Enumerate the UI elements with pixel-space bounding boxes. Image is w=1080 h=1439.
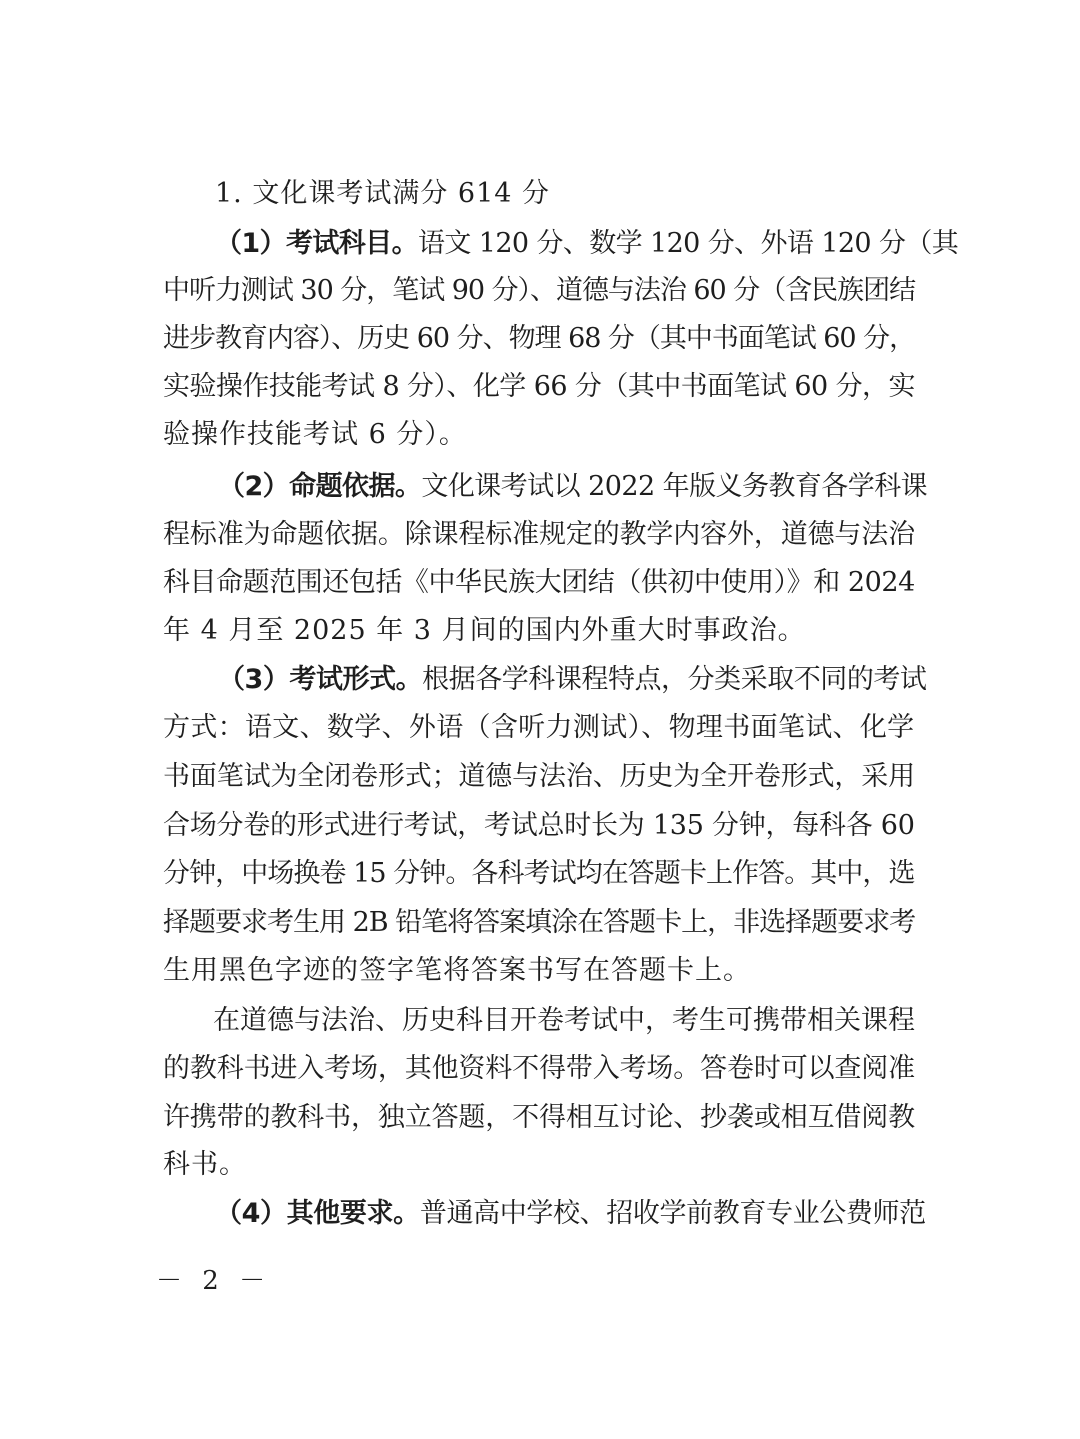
- paragraph-3-line-7: 生用黑色字迹的签字笔将答案书写在答题卡上。: [163, 955, 751, 986]
- paragraph-2-first-line: [218, 470, 928, 504]
- paragraph-3-line-3: 书面笔试为全闭卷形式；道德与法治、历史为全开卷形式，采用: [163, 761, 915, 792]
- paragraph-3-line-4: 合场分卷的形式进行考试，考试总时长为 135 分钟，每科各 60: [163, 810, 915, 841]
- paragraph-4-line-2: 的教科书进入考场，其他资料不得带入考场。答卷时可以查阅准: [163, 1053, 915, 1084]
- paragraph-4-line-1: 在道德与法治、历史科目开卷考试中，考生可携带相关课程: [213, 1005, 915, 1036]
- paragraph-3-line-2: 方式：语文、数学、外语（含听力测试）、物理书面笔试、化学: [163, 712, 915, 743]
- paragraph-1-line-4-row: [163, 370, 915, 404]
- paragraph-2-label: （2）命题依据。: [218, 471, 422, 502]
- paragraph-1-line-2-row: [163, 274, 915, 308]
- paragraph-3-line-1: 根据各学科课程特点，分类采取不同的考试: [422, 664, 927, 695]
- paragraph-4-line-3: 许携带的教科书，独立答题，不得相互讨论、抄袭或相互借阅教: [163, 1102, 915, 1133]
- paragraph-1-line-2: 中听力测试 30 分，笔试 90 分）、道德与法治 60 分（含民族团结: [163, 275, 916, 306]
- paragraph-5-label: （4）其他要求。: [215, 1198, 420, 1229]
- paragraph-5-first-line: [215, 1197, 926, 1231]
- paragraph-3-label: （3）考试形式。: [218, 664, 423, 695]
- paragraph-4-line-4: 科书。: [163, 1149, 247, 1180]
- paragraph-1-line-3: 进步教育内容）、历史 60 分、物理 68 分（其中书面笔试 60 分，: [163, 323, 916, 354]
- paragraph-3-line-5: 分钟，中场换卷 15 分钟。各科考试均在答题卡上作答。其中，选: [163, 858, 915, 889]
- paragraph-1-line-1: 语文 120 分、数学 120 分、外语 120 分（其: [417, 228, 959, 259]
- paragraph-2-line-4: 年 4 月至 2025 年 3 月间的国内外重大时事政治。: [163, 615, 806, 646]
- paragraph-2-line-1: 文化课考试以 2022 年版义务教育各学科课: [421, 471, 928, 502]
- paragraph-1-line-5: 验操作技能考试 6 分）。: [163, 419, 467, 450]
- paragraph-1-label: （1）考试科目。: [215, 228, 418, 259]
- paragraph-3-line-6: 择题要求考生用 2B 铅笔将答案填涂在答题卡上，非选择题要求考: [163, 907, 916, 938]
- paragraph-1-first-line: [215, 227, 959, 261]
- section-heading: 1. 文化课考试满分 614 分: [215, 178, 551, 209]
- paragraph-3-first-line: [218, 663, 927, 697]
- paragraph-2-line-3: 科目命题范围还包括《中华民族大团结（供初中使用）》和 2024: [163, 567, 915, 598]
- paragraph-1-line-4: 实验操作技能考试 8 分）、化学 66 分（其中书面笔试 60 分，实: [163, 371, 915, 402]
- page-number: － 2 －: [156, 1266, 272, 1296]
- paragraph-5-line-1: 普通高中学校、招收学前教育专业公费师范: [419, 1198, 926, 1229]
- paragraph-2-line-2: 程标准为命题依据。除课程标准规定的教学内容外，道德与法治: [163, 519, 915, 550]
- paragraph-1-line-3-row: [163, 322, 915, 356]
